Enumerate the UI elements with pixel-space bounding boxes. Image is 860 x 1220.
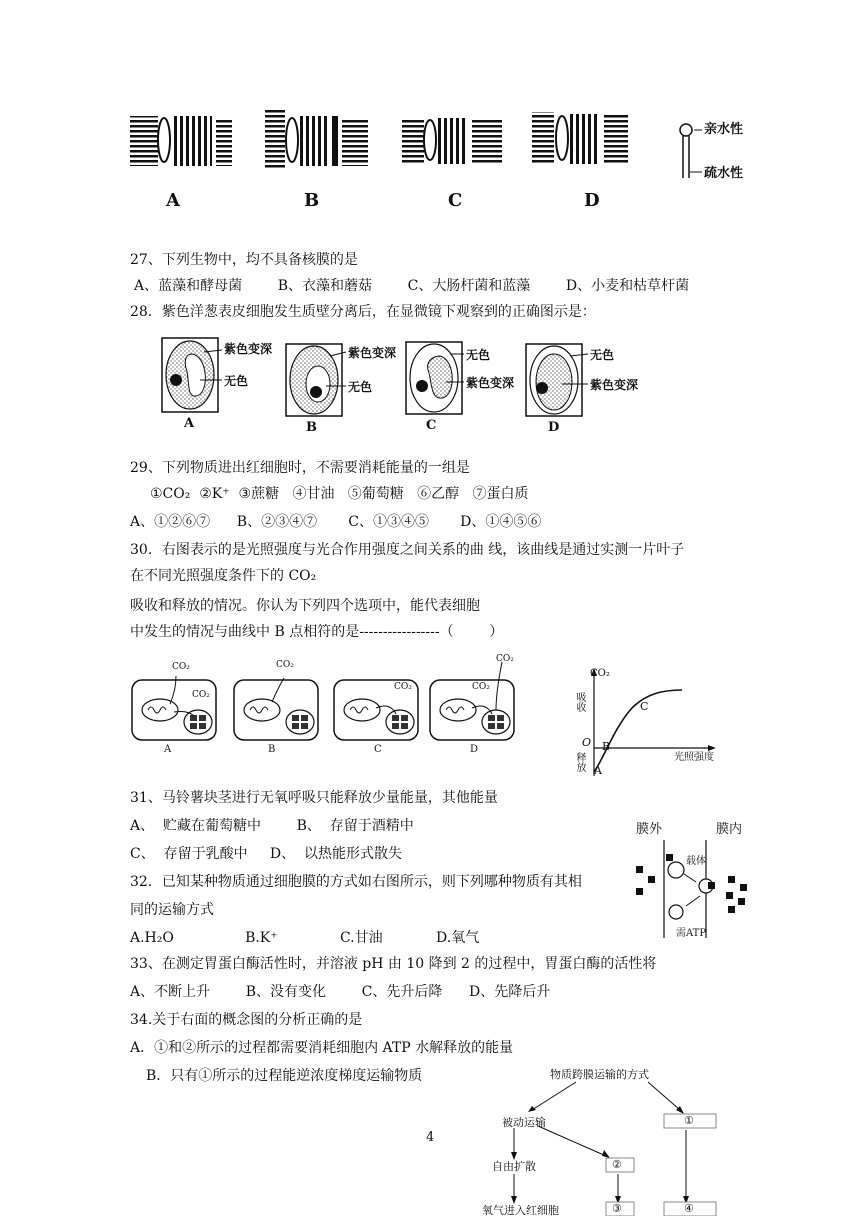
q30-cell-b (234, 678, 318, 740)
q30-cell-label-a: A (164, 744, 172, 755)
concept-free: 自由扩散 (492, 1160, 536, 1173)
graph-co2-label: CO₂ (590, 668, 610, 679)
concept-map (478, 1064, 738, 1216)
plasmolysis-cell-d (526, 344, 582, 416)
page-number: 4 (426, 1130, 435, 1145)
figure-label-b: B (304, 190, 320, 211)
q28-letter-a: A (184, 416, 195, 431)
q28-letter-c: C (426, 418, 437, 433)
q34-opt-b: B．只有①所示的过程能逆浓度梯度运输物质 (146, 1068, 423, 1084)
q28-b-label1: 紫色变深 (348, 346, 397, 360)
legend-hydrophobic: 疏水性 (704, 166, 744, 181)
q34-stem: 34.关于右面的概念图的分析正确的是 (130, 1012, 363, 1028)
q28-d-label1: 无色 (590, 348, 615, 362)
q28-c-label2: 紫色变深 (466, 376, 515, 390)
q29-items: ①CO₂ ②K⁺ ③蔗糖 ④甘油 ⑤葡萄糖 ⑥乙醇 ⑦蛋白质 (150, 486, 529, 502)
q29-options: A、①②⑥⑦ B、②③④⑦ C、①③④⑤ D、①④⑤⑥ (130, 514, 542, 530)
membrane-diagram-a (130, 116, 232, 166)
q30-cells-figure (130, 652, 530, 762)
graph-absorb-label: 吸收 (574, 692, 585, 712)
concept-box1: ① (684, 1114, 694, 1127)
q31-stem: 31、马铃薯块茎进行无氧呼吸只能释放少量能量，其他能量 (130, 790, 498, 806)
concept-box4: ④ (684, 1202, 694, 1215)
q32-line1: 32．已知某种物质通过细胞膜的方式如右图所示，则下列哪种物质有其相 (130, 874, 582, 890)
q34-opt-a: A．①和②所示的过程都需要消耗细胞内 ATP 水解释放的能量 (130, 1040, 514, 1056)
phospholipid-figure (120, 100, 780, 220)
q28-a-label1: 紫色变深 (224, 342, 273, 356)
q30-c-co2-inner: CO₂ (394, 682, 412, 692)
membrane-diagram-b (265, 110, 368, 168)
q30-a-co2-inner: CO₂ (192, 690, 210, 700)
legend-hydrophilic: 亲水性 (704, 122, 744, 137)
q33-options: A、不断上升 B、没有变化 C、先升后降 D、先降后升 (130, 984, 551, 1000)
q30-line1: 30．右图表示的是光照强度与光合作用强度之间关系的曲 线，该曲线是通过实测一片叶子 (130, 542, 685, 558)
concept-passive: 被动运输 (502, 1116, 546, 1129)
q28-c-label1: 无色 (466, 348, 491, 362)
q30-cell-a (132, 676, 216, 740)
q28-d-label2: 紫色变深 (590, 378, 639, 392)
graph-point-b: B (602, 740, 611, 753)
q30-line3: 吸收和释放的情况。你认为下列四个选项中，能代表细胞 (130, 598, 480, 614)
q32-options: A.H₂O B.K⁺ C.甘油 D.氧气 (130, 930, 480, 946)
q28-letter-d: D (548, 420, 560, 435)
q30-d-co2-top: CO₂ (496, 654, 514, 664)
membrane-diagram-d (532, 112, 628, 164)
q28-a-label2: 无色 (224, 374, 249, 388)
q31-opt-ab: A、 贮藏在葡萄糖中 B、 存留于酒精中 (130, 818, 414, 834)
membrane-outside-label: 膜外 (636, 822, 663, 837)
q28-letter-b: B (306, 420, 317, 435)
q30-cell-label-d: D (470, 744, 479, 755)
membrane-atp-label: 需ATP (676, 928, 707, 939)
q30-line4: 中发生的情况与曲线中 B 点相符的是-----------------（ ） (130, 624, 504, 640)
q27-options: A、蓝藻和酵母菌 B、衣藻和蘑菇 C、大肠杆菌和蓝藻 D、小麦和枯草杆菌 (134, 278, 690, 294)
concept-map-svg (478, 1064, 738, 1216)
concept-root: 物质跨膜运输的方式 (550, 1068, 649, 1081)
phospholipid-legend (680, 124, 702, 178)
q30-cell-label-c: C (374, 744, 382, 755)
membrane-inside-label: 膜内 (716, 822, 743, 837)
q30-d-co2-inner: CO₂ (472, 682, 490, 692)
graph-origin-label: O (582, 736, 592, 749)
plasmolysis-cell-a (162, 338, 218, 412)
graph-point-c: C (640, 700, 649, 713)
figure-label-a: A (166, 190, 180, 211)
q33-stem: 33、在测定胃蛋白酶活性时，并溶液 pH 由 10 降到 2 的过程中，胃蛋白酶的活性将 (130, 956, 657, 972)
q30-a-co2-top: CO₂ (172, 662, 190, 672)
membrane-transport-figure (628, 818, 758, 942)
membrane-diagram-c (402, 118, 502, 164)
q27-stem: 27、下列生物中，均不具备核膜的是 (130, 252, 358, 268)
q32-line2: 同的运输方式 (130, 902, 214, 918)
q30-b-co2-top: CO₂ (276, 660, 294, 670)
figure-label-c: C (448, 190, 463, 211)
graph-release-label: 释放 (574, 752, 585, 772)
q30-cell-d (430, 662, 514, 740)
q30-cell-label-b: B (268, 744, 276, 755)
plasmolysis-cell-c (406, 342, 462, 414)
q29-stem: 29、下列物质进出红细胞时，不需要消耗能量的一组是 (130, 460, 470, 476)
graph-xlabel: 光照强度 (674, 752, 714, 763)
concept-box3: ③ (612, 1202, 622, 1215)
membrane-carrier-label: 载体 (686, 856, 706, 867)
q30-line2: 在不同光照强度条件下的 CO₂ (130, 568, 317, 584)
q30-graph (570, 668, 730, 780)
figure-label-d: D (584, 190, 600, 211)
q28-b-label2: 无色 (348, 380, 373, 394)
q28-figure (160, 334, 640, 438)
q31-opt-cd: C、 存留于乳酸中 D、 以热能形式散失 (130, 846, 402, 862)
concept-box2: ② (612, 1158, 622, 1171)
graph-point-a: A (594, 764, 602, 777)
q28-stem: 28．紫色洋葱表皮细胞发生质壁分离后，在显微镜下观察到的正确图示是： (130, 304, 596, 320)
concept-oxygen: 氧气进入红细胞 (482, 1204, 559, 1217)
